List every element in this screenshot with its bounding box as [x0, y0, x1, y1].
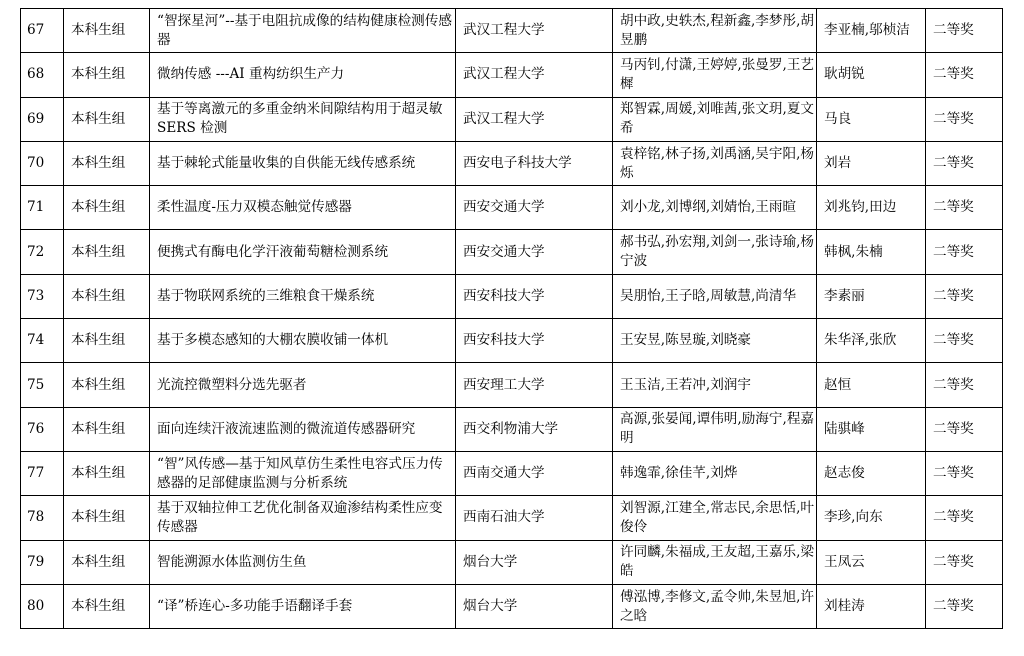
row-number: 70	[21, 141, 64, 185]
row-number: 75	[21, 363, 64, 407]
group-cell: 本科生组	[64, 407, 150, 451]
team-members: 王安昱,陈昱璇,刘晓豪	[613, 319, 817, 363]
row-number: 77	[21, 451, 64, 495]
row-number: 72	[21, 230, 64, 274]
team-members: 许同麟,朱福成,王友超,王嘉乐,梁皓	[613, 540, 817, 584]
advisor-name: 赵恒	[817, 363, 926, 407]
award-level: 二等奖	[926, 186, 1003, 230]
team-members: 刘智源,江建全,常志民,余思恬,叶俊伶	[613, 496, 817, 540]
group-cell: 本科生组	[64, 53, 150, 97]
team-members: 刘小龙,刘博纲,刘婧怡,王雨暄	[613, 186, 817, 230]
award-level: 二等奖	[926, 496, 1003, 540]
team-members: 袁梓铭,林子扬,刘禹涵,吴宇阳,杨烁	[613, 141, 817, 185]
school-name: 西安交通大学	[456, 230, 613, 274]
award-level: 二等奖	[926, 141, 1003, 185]
table-row	[21, 186, 1003, 230]
award-level: 二等奖	[926, 97, 1003, 141]
school-name: 武汉工程大学	[456, 53, 613, 97]
project-title: 基于多模态感知的大棚农膜收铺一体机	[150, 319, 456, 363]
awards-table-body	[21, 9, 1003, 629]
table-row	[21, 230, 1003, 274]
table-row	[21, 274, 1003, 318]
group-cell: 本科生组	[64, 274, 150, 318]
row-number: 79	[21, 540, 64, 584]
project-title: “译”桥连心-多功能手语翻译手套	[150, 584, 456, 628]
group-cell: 本科生组	[64, 319, 150, 363]
award-level: 二等奖	[926, 9, 1003, 53]
project-title: 基于等离激元的多重金纳米间隙结构用于超灵敏 SERS 检测	[150, 97, 456, 141]
advisor-name: 陆骐峰	[817, 407, 926, 451]
project-title: 面向连续汗液流速监测的微流道传感器研究	[150, 407, 456, 451]
advisor-name: 李素丽	[817, 274, 926, 318]
school-name: 西安理工大学	[456, 363, 613, 407]
table-row	[21, 496, 1003, 540]
award-level: 二等奖	[926, 274, 1003, 318]
team-members: 傅泓博,李修文,孟令帅,朱昱旭,许之晗	[613, 584, 817, 628]
award-level: 二等奖	[926, 540, 1003, 584]
group-cell: 本科生组	[64, 186, 150, 230]
team-members: 郝书弘,孙宏翔,刘剑一,张诗瑜,杨宁波	[613, 230, 817, 274]
team-members: 郑智霖,周媛,刘唯茜,张文玥,夏文希	[613, 97, 817, 141]
award-level: 二等奖	[926, 319, 1003, 363]
table-row	[21, 451, 1003, 495]
table-row	[21, 363, 1003, 407]
row-number: 68	[21, 53, 64, 97]
school-name: 武汉工程大学	[456, 97, 613, 141]
table-row	[21, 53, 1003, 97]
school-name: 西安科技大学	[456, 274, 613, 318]
project-title: 便携式有酶电化学汗液葡萄糖检测系统	[150, 230, 456, 274]
row-number: 76	[21, 407, 64, 451]
table-row	[21, 584, 1003, 628]
advisor-name: 刘兆钧,田边	[817, 186, 926, 230]
table-row	[21, 141, 1003, 185]
school-name: 烟台大学	[456, 584, 613, 628]
advisor-name: 耿胡锐	[817, 53, 926, 97]
award-level: 二等奖	[926, 53, 1003, 97]
group-cell: 本科生组	[64, 9, 150, 53]
school-name: 西南交通大学	[456, 451, 613, 495]
advisor-name: 朱华泽,张欣	[817, 319, 926, 363]
school-name: 西安交通大学	[456, 186, 613, 230]
group-cell: 本科生组	[64, 97, 150, 141]
row-number: 78	[21, 496, 64, 540]
group-cell: 本科生组	[64, 584, 150, 628]
team-members: 王玉洁,王若冲,刘润宇	[613, 363, 817, 407]
advisor-name: 韩枫,朱楠	[817, 230, 926, 274]
school-name: 武汉工程大学	[456, 9, 613, 53]
project-title: 基于物联网系统的三维粮食干燥系统	[150, 274, 456, 318]
table-row	[21, 9, 1003, 53]
project-title: 智能溯源水体监测仿生鱼	[150, 540, 456, 584]
group-cell: 本科生组	[64, 540, 150, 584]
group-cell: 本科生组	[64, 363, 150, 407]
row-number: 69	[21, 97, 64, 141]
row-number: 80	[21, 584, 64, 628]
team-members: 马丙钊,付潇,王婷婷,张曼罗,王艺樨	[613, 53, 817, 97]
table-row	[21, 97, 1003, 141]
award-level: 二等奖	[926, 363, 1003, 407]
project-title: “智探星河”--基于电阻抗成像的结构健康检测传感器	[150, 9, 456, 53]
project-title: 光流控微塑料分选先驱者	[150, 363, 456, 407]
team-members: 韩逸霏,徐佳芊,刘烨	[613, 451, 817, 495]
award-level: 二等奖	[926, 230, 1003, 274]
row-number: 71	[21, 186, 64, 230]
advisor-name: 李亚楠,邬桢洁	[817, 9, 926, 53]
advisor-name: 李珍,向东	[817, 496, 926, 540]
project-title: 基于双轴拉伸工艺优化制备双逾渗结构柔性应变传感器	[150, 496, 456, 540]
row-number: 67	[21, 9, 64, 53]
school-name: 西安电子科技大学	[456, 141, 613, 185]
award-level: 二等奖	[926, 407, 1003, 451]
project-title: “智”风传感—基于知风草仿生柔性电容式压力传感器的足部健康监测与分析系统	[150, 451, 456, 495]
award-level: 二等奖	[926, 451, 1003, 495]
group-cell: 本科生组	[64, 496, 150, 540]
team-members: 胡中政,史轶杰,程新鑫,李梦彤,胡昱鹏	[613, 9, 817, 53]
advisor-name: 王凤云	[817, 540, 926, 584]
group-cell: 本科生组	[64, 451, 150, 495]
project-title: 柔性温度-压力双模态触觉传感器	[150, 186, 456, 230]
school-name: 西南石油大学	[456, 496, 613, 540]
row-number: 74	[21, 319, 64, 363]
school-name: 西交利物浦大学	[456, 407, 613, 451]
award-level: 二等奖	[926, 584, 1003, 628]
table-row	[21, 540, 1003, 584]
table-row	[21, 407, 1003, 451]
school-name: 西安科技大学	[456, 319, 613, 363]
advisor-name: 马良	[817, 97, 926, 141]
row-number: 73	[21, 274, 64, 318]
awards-table	[20, 8, 1003, 629]
project-title: 基于棘轮式能量收集的自供能无线传感系统	[150, 141, 456, 185]
advisor-name: 刘岩	[817, 141, 926, 185]
advisor-name: 赵志俊	[817, 451, 926, 495]
advisor-name: 刘桂涛	[817, 584, 926, 628]
group-cell: 本科生组	[64, 141, 150, 185]
group-cell: 本科生组	[64, 230, 150, 274]
team-members: 高源,张晏闻,谭伟明,励海宁,程嘉明	[613, 407, 817, 451]
project-title: 微纳传感 ---AI 重构纺织生产力	[150, 53, 456, 97]
team-members: 吴朋怡,王子晗,周敏慧,尚清华	[613, 274, 817, 318]
table-row	[21, 319, 1003, 363]
school-name: 烟台大学	[456, 540, 613, 584]
